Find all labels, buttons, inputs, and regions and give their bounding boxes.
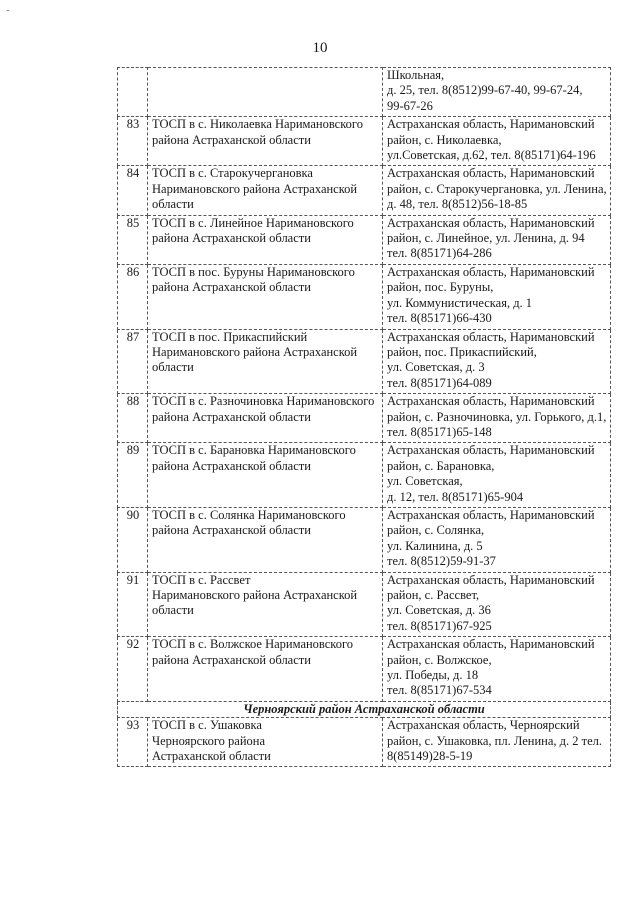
table-row <box>118 264 611 329</box>
section-title: Черноярский район Астраханской области <box>118 701 611 717</box>
row-number: 92 <box>118 637 148 702</box>
registry-table <box>117 67 611 767</box>
office-address: Астраханская область, Черноярский район, с. Ушаковка, пл. Ленина, д. 2 тел. 8(85149)28-5-19 <box>383 718 611 767</box>
office-name: ТОСП в с. Ушаковка Черноярского района Астраханской области <box>148 718 383 767</box>
office-address: Астраханская область, Наримановский район, с. Барановка, ул. Советская, д. 12, тел. 8(85171)65-904 <box>383 443 611 508</box>
office-address: Астраханская область, Наримановский район, с. Старокучергановка, ул. Ленина, д. 48, тел. 8(8512)56-18-85 <box>383 166 611 215</box>
row-number: 87 <box>118 329 148 394</box>
office-name: ТОСП в с. Линейное Наримановского района Астраханской области <box>148 215 383 264</box>
row-number: 84 <box>118 166 148 215</box>
office-address: Астраханская область, Наримановский район, пос. Буруны, ул. Коммунистическая, д. 1 тел. 8(85171)66-430 <box>383 264 611 329</box>
row-number: 85 <box>118 215 148 264</box>
office-name <box>148 68 383 117</box>
office-address: Астраханская область, Наримановский район, с. Линейное, ул. Ленина, д. 94 тел. 8(85171)64-286 <box>383 215 611 264</box>
office-name: ТОСП в пос. Прикаспийский Наримановского района Астраханской области <box>148 329 383 394</box>
table-row <box>118 443 611 508</box>
table-row <box>118 329 611 394</box>
row-number: 90 <box>118 507 148 572</box>
office-address: Астраханская область, Наримановский район, с. Волжское, ул. Победы, д. 18 тел. 8(85171)67-534 <box>383 637 611 702</box>
office-name: ТОСП в с. Солянка Наримановского района Астраханской области <box>148 507 383 572</box>
table-row <box>118 215 611 264</box>
office-name: ТОСП в с. Рассвет Наримановского района Астраханской области <box>148 572 383 637</box>
office-address: Школьная, д. 25, тел. 8(8512)99-67-40, 99-67-24, 99-67-26 <box>383 68 611 117</box>
office-name: ТОСП в с. Волжское Наримановского района Астраханской области <box>148 637 383 702</box>
office-address: Астраханская область, Наримановский район, с. Николаевка, ул.Советская, д.62, тел. 8(85171)64-196 <box>383 117 611 166</box>
office-address: Астраханская область, Наримановский район, с. Разночиновка, ул. Горького, д.1, тел. 8(85171)65-148 <box>383 394 611 443</box>
row-number: 93 <box>118 718 148 767</box>
office-name: ТОСП в с. Старокучергановка Наримановского района Астраханской области <box>148 166 383 215</box>
office-address: Астраханская область, Наримановский район, пос. Прикаспийский, ул. Советская, д. 3 тел. 8(85171)64-089 <box>383 329 611 394</box>
page-number: 10 <box>312 40 328 56</box>
table-row <box>118 637 611 702</box>
row-number: 86 <box>118 264 148 329</box>
row-number <box>118 68 148 117</box>
section-header-row <box>118 701 611 717</box>
row-number: 91 <box>118 572 148 637</box>
office-address: Астраханская область, Наримановский район, с. Солянка, ул. Калинина, д. 5 тел. 8(8512)59-91-37 <box>383 507 611 572</box>
table-row <box>118 572 611 637</box>
office-name: ТОСП в пос. Буруны Наримановского района Астраханской области <box>148 264 383 329</box>
row-number: 83 <box>118 117 148 166</box>
table-row <box>118 117 611 166</box>
office-name: ТОСП в с. Разночиновка Наримановского района Астраханской области <box>148 394 383 443</box>
table-row <box>118 718 611 767</box>
table-row <box>118 507 611 572</box>
office-address: Астраханская область, Наримановский район, с. Рассвет, ул. Советская, д. 36 тел. 8(85171)67-925 <box>383 572 611 637</box>
office-name: ТОСП в с. Николаевка Наримановского района Астраханской области <box>148 117 383 166</box>
continued-row <box>118 68 611 117</box>
corner-mark: - <box>6 4 10 16</box>
row-number: 88 <box>118 394 148 443</box>
table-row <box>118 166 611 215</box>
office-name: ТОСП в с. Барановка Наримановского района Астраханской области <box>148 443 383 508</box>
registry-table-body <box>118 68 611 767</box>
row-number: 89 <box>118 443 148 508</box>
table-row <box>118 394 611 443</box>
